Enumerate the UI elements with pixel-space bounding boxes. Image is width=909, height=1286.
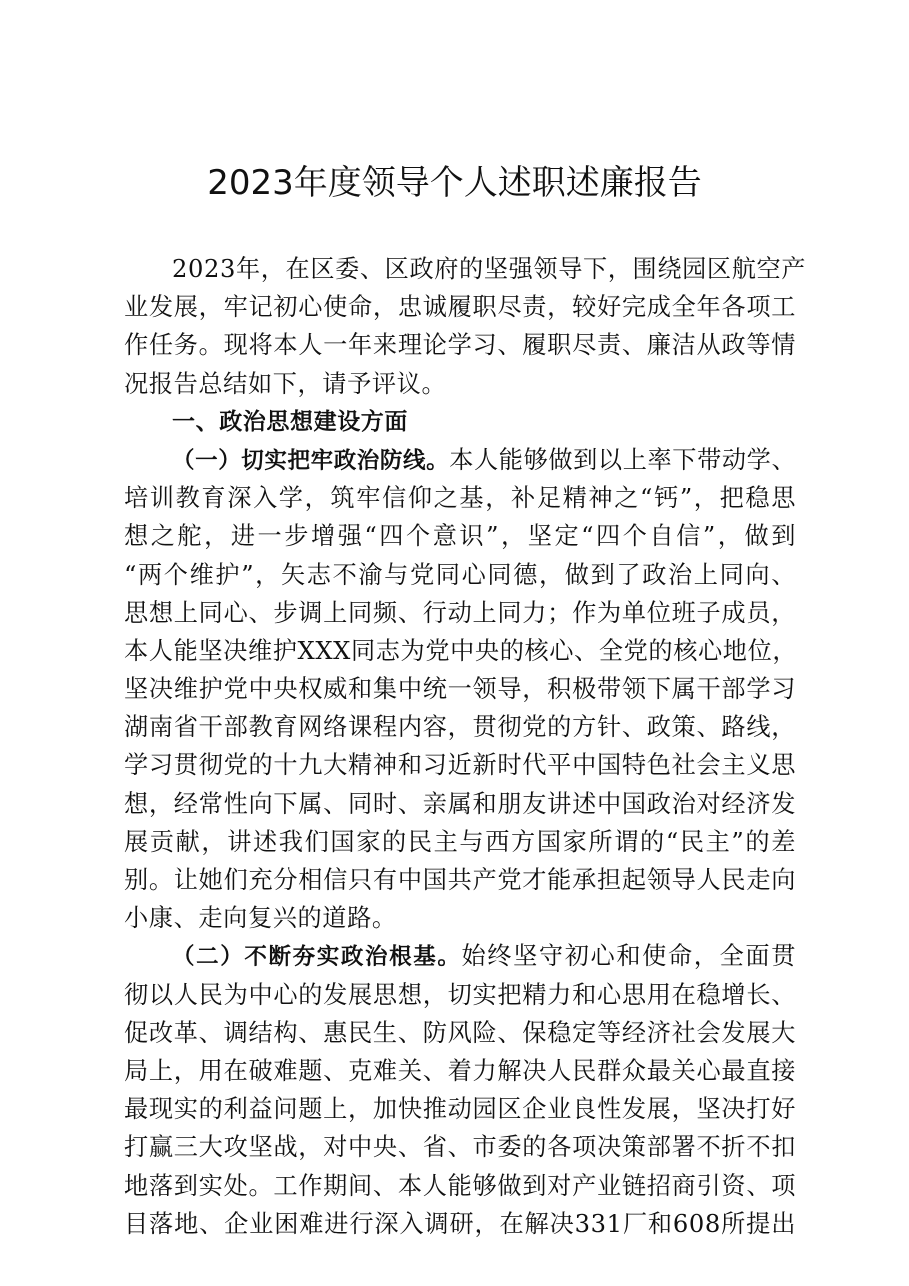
text-line: 作任务。现将本人一年来理论学习、履职尽责、廉洁从政等情 <box>124 331 796 360</box>
text-line: 想，经常性向下属、同时、亲属和朋友讲述中国政治对经济发 <box>124 789 796 818</box>
document-body <box>124 250 807 1243</box>
text-line: 地落到实处。工作期间、本人能够做到对产业链招商引资、项 <box>124 1171 796 1200</box>
text-line: 业发展，牢记初心使命，忠诚履职尽责，较好完成全年各项工 <box>124 293 796 322</box>
intro-paragraph <box>124 250 807 403</box>
text-line: 别。让她们充分相信只有中国共产党才能承担起领导人民走向 <box>124 866 796 894</box>
subsection-1-paragraph <box>124 441 796 937</box>
text-line: 局上，用在破难题、克难关、着力解决人民群众最关心最直接 <box>124 1056 796 1085</box>
subsection-lead: （一）切实把牢政治防线。 <box>172 447 450 474</box>
subsection-first-line <box>124 441 796 479</box>
section-heading: 一、政治思想建设方面 <box>172 408 408 435</box>
text-line: 况报告总结如下，请予评议。 <box>124 369 447 398</box>
text-line: 促改革、调结构、惠民生、防风险、保稳定等经济社会发展大 <box>124 1018 796 1047</box>
text-line: 思想上同心、步调上同频、行动上同力；作为单位班子成员， <box>124 598 796 627</box>
subsection-lead: （二）不断夯实政治根基。 <box>172 944 462 971</box>
text-line: 彻以人民为中心的发展思想，切实把精力和心思用在稳增长、 <box>124 980 796 1009</box>
text-line: 小康、走向复兴的道路。 <box>124 904 397 933</box>
subsection-first-line <box>124 937 796 975</box>
text-line: 展贡献，讲述我们国家的民主与西方国家所谓的“民主”的差 <box>124 827 796 856</box>
document-title: 2023年度领导个人述职述廉报告 <box>207 163 702 203</box>
text-line: 打赢三大攻坚战，对中央、省、市委的各项决策部署不折不扣 <box>124 1133 796 1162</box>
text-span: 始终坚守初心和使命，全面贯 <box>461 942 796 971</box>
text-line: 学习贯彻党的十九大精神和习近新时代平中国特色社会主义思 <box>124 751 796 780</box>
text-line: 本人能坚决维护XXX同志为党中央的核心、全党的核心地位， <box>124 636 798 665</box>
text-line: 想之舵，进一步增强“四个意识”，坚定“四个自信”，做到 <box>124 522 796 551</box>
text-line: 2023年，在区委、区政府的坚强领导下，围绕园区航空产 <box>172 255 807 283</box>
text-line: 最现实的利益问题上，加快推动园区企业良性发展，坚决打好 <box>124 1095 796 1124</box>
text-span: 本人能够做到以上率下带动学、 <box>449 445 797 474</box>
text-line: 坚决维护党中央权威和集中统一领导，积极带领下属干部学习 <box>124 675 796 704</box>
text-line: 湖南省干部教育网络课程内容，贯彻党的方针、政策、路线， <box>124 713 796 742</box>
subsection-2-paragraph <box>124 937 796 1243</box>
text-line: 培训教育深入学，筑牢信仰之基，补足精神之“钙”，把稳思 <box>124 484 796 513</box>
text-line: “两个维护”，矢志不渝与党同心同德，做到了政治上同向、 <box>124 560 796 589</box>
text-line: 目落地、企业困难进行深入调研，在解决331厂和608所提出 <box>124 1209 796 1238</box>
